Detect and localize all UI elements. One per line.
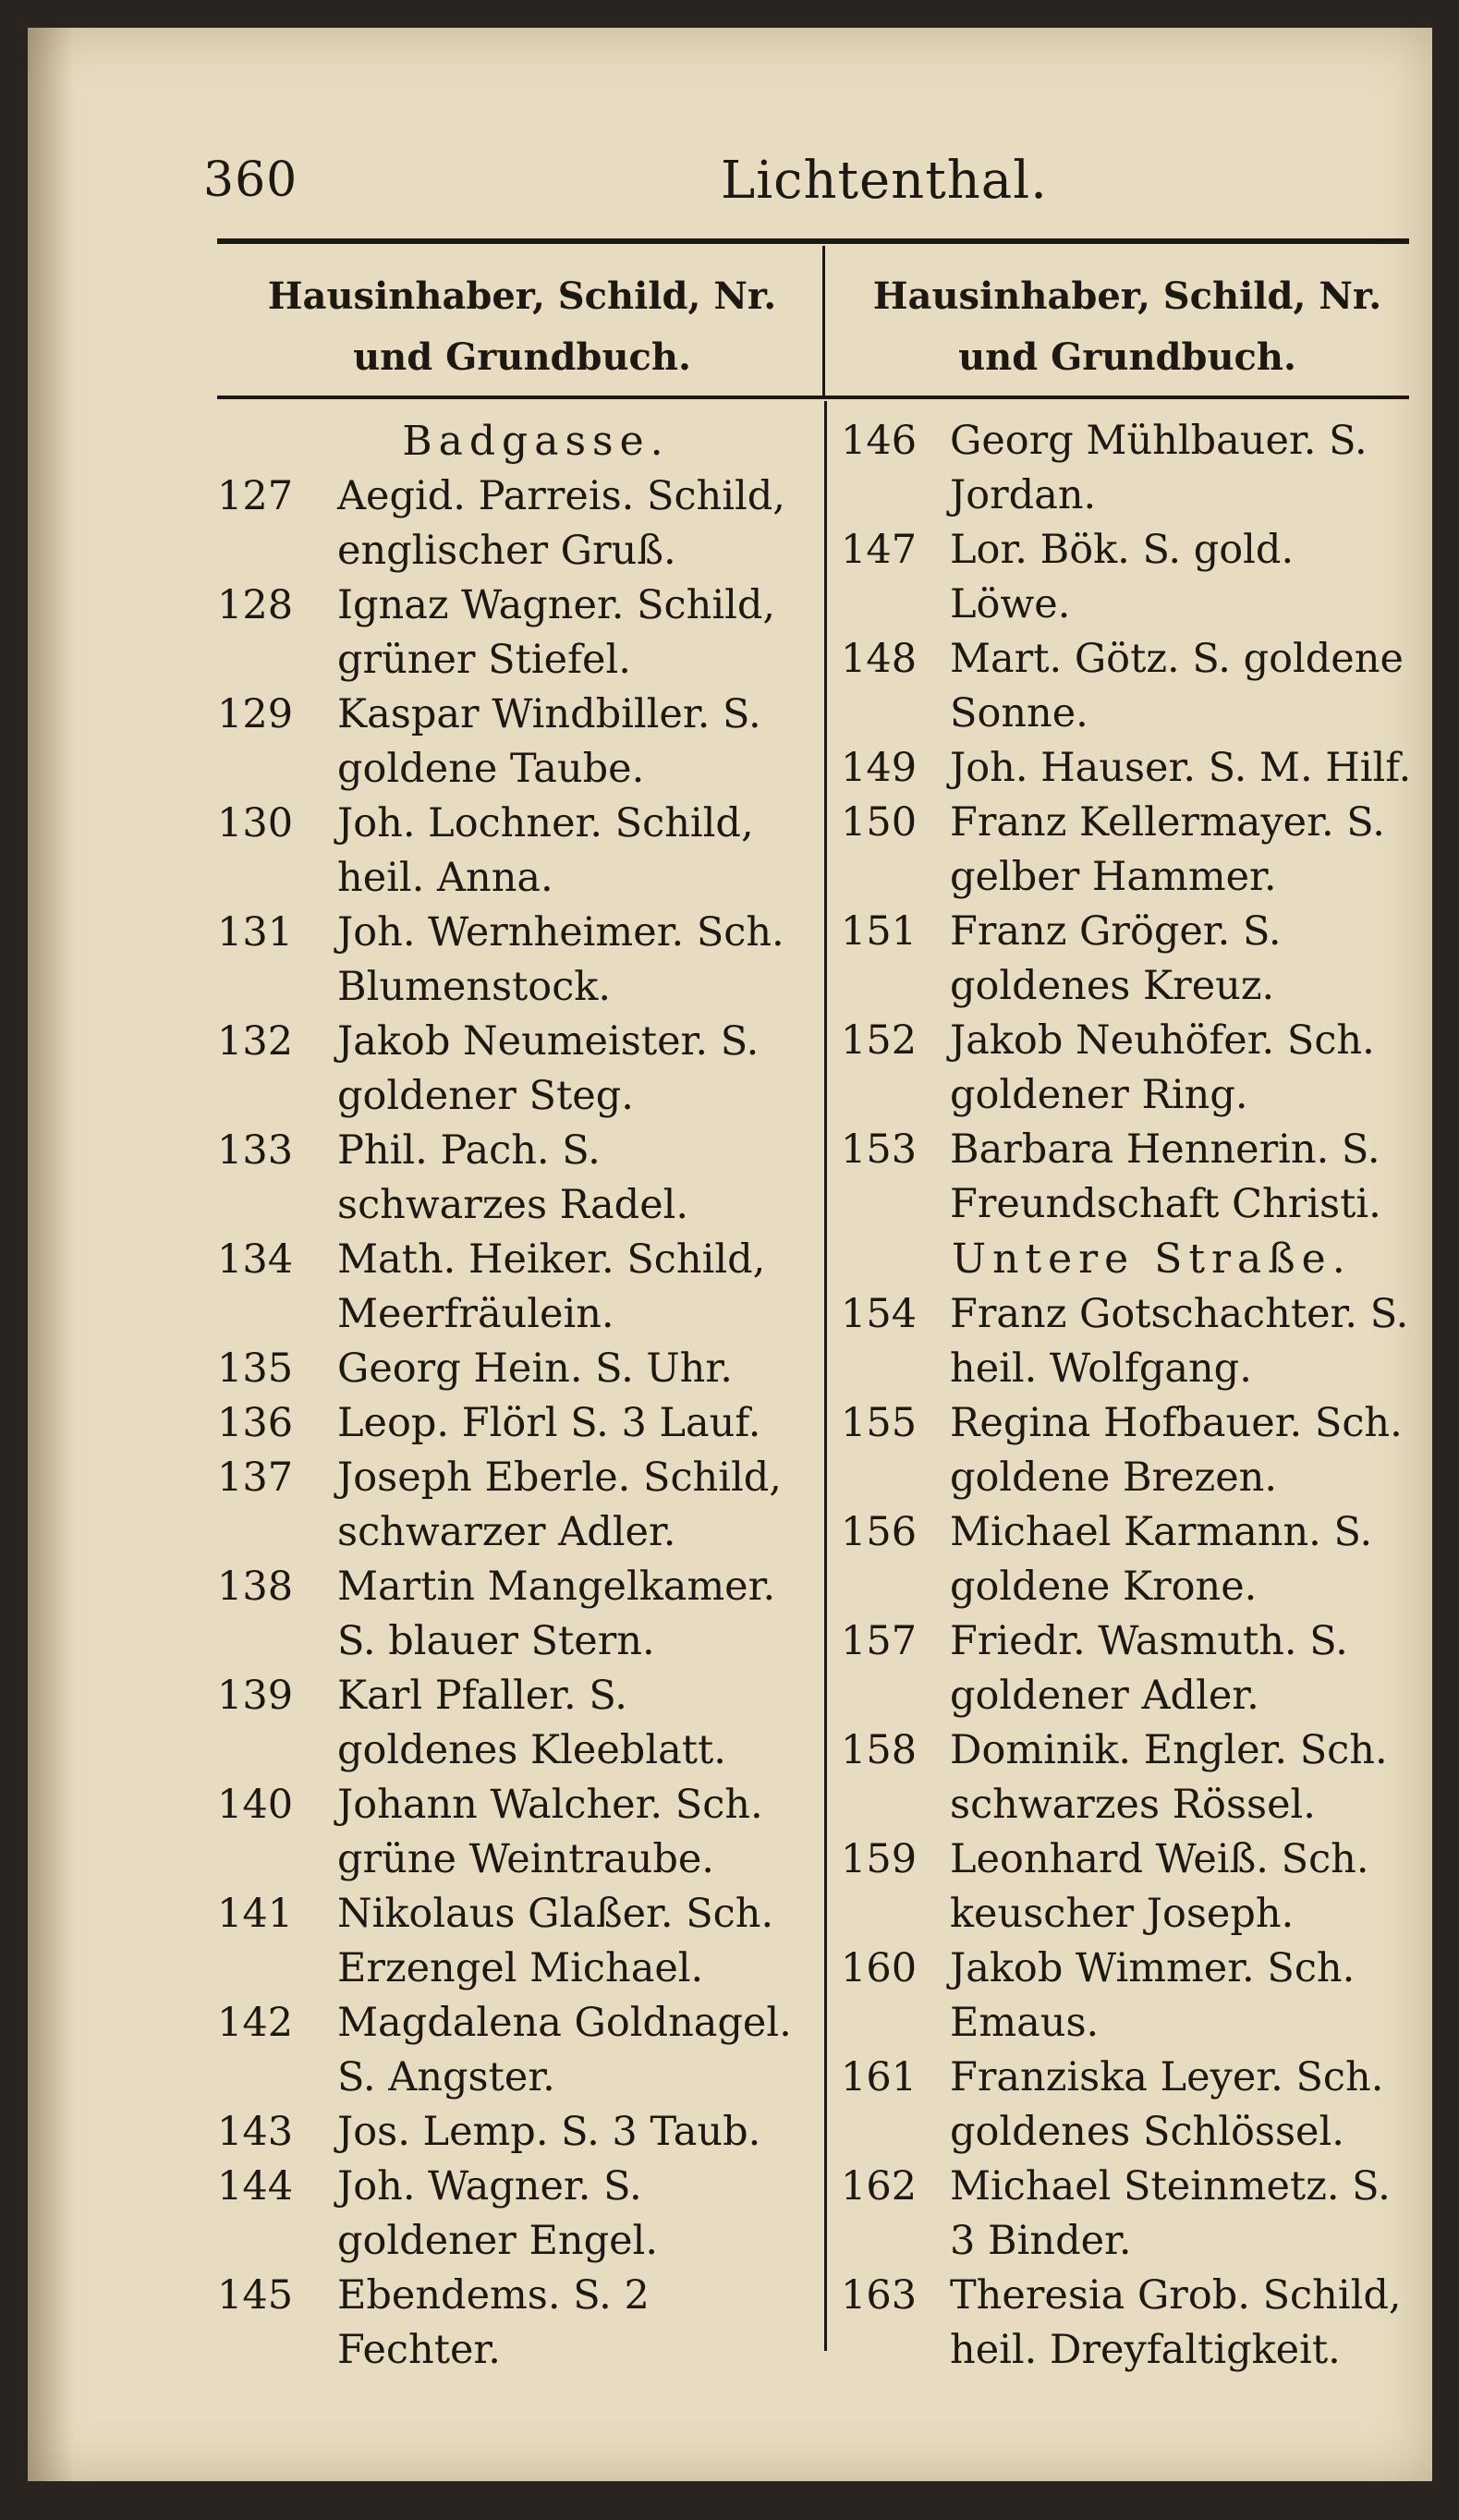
house-entry (217, 797, 818, 906)
owner-and-sign: Michael Steinmetz. S. 3 Binder. (950, 2163, 1391, 2264)
house-number: 142 (217, 2000, 294, 2046)
house-number: 127 (217, 473, 294, 519)
owner-and-sign: Joh. Wagner. S. goldener Engel. (337, 2163, 658, 2264)
owner-and-sign: Math. Heiker. Schild, Meerfräulein. (337, 1236, 766, 1337)
house-entry (841, 1723, 1432, 1832)
house-number: 149 (841, 745, 918, 791)
house-number: 138 (217, 1564, 294, 1610)
house-entry (841, 414, 1432, 523)
owner-and-sign: Joh. Wernheimer. Sch. Blumenstock. (337, 909, 784, 1010)
owner-and-sign: Mart. Götz. S. goldene Sonne. (950, 636, 1404, 737)
owner-and-sign: Georg Mühlbauer. S. Jordan. (950, 418, 1368, 518)
house-entry (217, 1778, 818, 1887)
house-number: 139 (217, 1673, 294, 1719)
owner-and-sign: Joh. Hauser. S. M. Hilf. (950, 745, 1412, 791)
house-number: 141 (217, 1891, 294, 1937)
owner-and-sign: Ebendems. S. 2 Fechter. (337, 2272, 650, 2373)
owner-and-sign: Joseph Eberle. Schild, schwarzer Adler. (337, 1455, 782, 1555)
owner-and-sign: Franziska Leyer. Sch. goldenes Schlössel. (950, 2054, 1384, 2155)
book-page (28, 28, 1432, 2481)
owner-and-sign: Michael Karmann. S. goldene Krone. (950, 1509, 1373, 1610)
house-number: 154 (841, 1291, 918, 1337)
house-entry (217, 1451, 818, 1560)
house-number: 136 (217, 1400, 294, 1446)
house-number: 158 (841, 1727, 918, 1773)
owner-and-sign: Johann Walcher. Sch. grüne Weintraube. (337, 1782, 763, 1882)
header-rule-bottom (217, 396, 1409, 399)
owner-and-sign: Franz Gotschachter. S. heil. Wolfgang. (950, 1291, 1409, 1392)
house-entry (841, 2269, 1432, 2378)
owner-and-sign: Regina Hofbauer. Sch. goldene Brezen. (950, 1400, 1403, 1501)
house-entry (841, 905, 1432, 1014)
owner-and-sign: Leonhard Weiß. Sch. keuscher Joseph. (950, 1836, 1369, 1937)
house-number: 153 (841, 1126, 918, 1173)
house-number: 161 (841, 2054, 918, 2100)
house-number: 144 (217, 2163, 294, 2210)
owner-and-sign: Franz Gröger. S. goldenes Kreuz. (950, 908, 1282, 1009)
house-number: 143 (217, 2109, 294, 2155)
house-number: 128 (217, 582, 294, 628)
owner-and-sign: Martin Mangelkamer. S. blauer Stern. (337, 1564, 776, 1664)
house-entry (217, 1887, 818, 1996)
house-number: 163 (841, 2272, 918, 2319)
house-entry (217, 1015, 818, 1124)
house-entry (841, 2051, 1432, 2160)
owner-and-sign: Ignaz Wagner. Schild, grüner Stiefel. (337, 582, 776, 683)
left-column (217, 414, 818, 2378)
house-number: 150 (841, 799, 918, 846)
house-entry (841, 1505, 1432, 1614)
house-entry (841, 1832, 1432, 1942)
house-number: 129 (217, 691, 294, 737)
house-number: 156 (841, 1509, 918, 1555)
owner-and-sign: Georg Hein. S. Uhr. (337, 1345, 733, 1392)
house-entry (217, 1560, 818, 1669)
house-entry (217, 2160, 818, 2269)
owner-and-sign: Leop. Flörl S. 3 Lauf. (337, 1400, 761, 1446)
owner-and-sign: Lor. Bök. S. gold. Löwe. (950, 527, 1295, 627)
house-entry (841, 741, 1432, 796)
header-rule-top (217, 238, 1409, 244)
house-number: 155 (841, 1400, 918, 1446)
house-number: 133 (217, 1127, 294, 1174)
right-entry-list-upper (841, 414, 1432, 1232)
house-number: 147 (841, 527, 918, 573)
house-number: 160 (841, 1945, 918, 1991)
house-number: 137 (217, 1455, 294, 1501)
house-number: 135 (217, 1345, 294, 1392)
house-number: 159 (841, 1836, 918, 1882)
house-entry (217, 1996, 818, 2105)
owner-and-sign: Magdalena Goldnagel. S. Angster. (337, 2000, 792, 2100)
house-number: 162 (841, 2163, 918, 2210)
house-number: 157 (841, 1618, 918, 1664)
column-header-left: Hausinhaber, Schild, Nr. und Grundbuch. (267, 274, 777, 379)
owner-and-sign: Friedr. Wasmuth. S. goldener Adler. (950, 1618, 1348, 1719)
house-entry (217, 2105, 818, 2160)
house-number: 140 (217, 1782, 294, 1828)
street-heading-untere-strasse: Untere Straße. (952, 1236, 1352, 1283)
house-entry (841, 2160, 1432, 2269)
owner-and-sign: Nikolaus Glaßer. Sch. Erzengel Michael. (337, 1891, 774, 1991)
header-column-divider (822, 246, 825, 396)
owner-and-sign: Kaspar Windbiller. S. goldene Taube. (337, 691, 761, 792)
house-entry (841, 1614, 1432, 1723)
house-entry (217, 906, 818, 1015)
owner-and-sign: Theresia Grob. Schild, heil. Dreyfaltigkeit. (950, 2272, 1402, 2373)
house-number: 148 (841, 636, 918, 682)
street-heading-badgasse: Badgasse. (402, 418, 670, 465)
house-number: 132 (217, 1018, 294, 1065)
body-column-divider (824, 401, 827, 2351)
house-number: 134 (217, 1236, 294, 1283)
house-entry (841, 796, 1432, 905)
house-entry (217, 1342, 818, 1396)
page-title: Lichtenthal. (721, 151, 1048, 211)
house-entry (841, 523, 1432, 632)
column-header-right: Hausinhaber, Schild, Nr. und Grundbuch. (872, 274, 1382, 379)
house-number: 151 (841, 908, 918, 955)
owner-and-sign: Jakob Wimmer. Sch. Emaus. (950, 1945, 1356, 2046)
house-entry (217, 1233, 818, 1342)
house-entry (841, 1396, 1432, 1505)
owner-and-sign: Aegid. Parreis. Schild, englischer Gruß. (337, 473, 785, 574)
house-entry (841, 632, 1432, 741)
house-entry (841, 1123, 1432, 1232)
owner-and-sign: Franz Kellermayer. S. gelber Hammer. (950, 799, 1385, 900)
house-entry (217, 469, 818, 578)
left-entry-list (217, 469, 818, 2378)
owner-and-sign: Jakob Neumeister. S. goldener Steg. (337, 1018, 760, 1119)
house-number: 130 (217, 800, 294, 846)
house-entry (217, 1669, 818, 1778)
house-entry (217, 688, 818, 797)
spine-shadow (28, 28, 74, 2481)
page-number: 360 (203, 152, 298, 208)
owner-and-sign: Joh. Lochner. Schild, heil. Anna. (337, 800, 754, 901)
owner-and-sign: Karl Pfaller. S. goldenes Kleeblatt. (337, 1673, 726, 1773)
house-entry (841, 1942, 1432, 2051)
house-number: 145 (217, 2272, 294, 2319)
house-entry (841, 1014, 1432, 1123)
house-number: 152 (841, 1017, 918, 1064)
house-number: 146 (841, 418, 918, 464)
house-number: 131 (217, 909, 294, 956)
right-entry-list-lower (841, 1287, 1432, 2378)
right-column (841, 414, 1432, 2378)
owner-and-sign: Dominik. Engler. Sch. schwarzes Rössel. (950, 1727, 1388, 1828)
house-entry (217, 1124, 818, 1233)
owner-and-sign: Jos. Lemp. S. 3 Taub. (337, 2109, 761, 2155)
house-entry (217, 578, 818, 688)
house-entry (217, 2269, 818, 2378)
running-head (203, 134, 1432, 217)
house-entry (841, 1287, 1432, 1396)
owner-and-sign: Phil. Pach. S. schwarzes Radel. (337, 1127, 689, 1228)
house-entry (217, 1396, 818, 1451)
owner-and-sign: Jakob Neuhöfer. Sch. goldener Ring. (950, 1017, 1375, 1118)
owner-and-sign: Barbara Hennerin. S. Freundschaft Christi. (950, 1126, 1381, 1227)
